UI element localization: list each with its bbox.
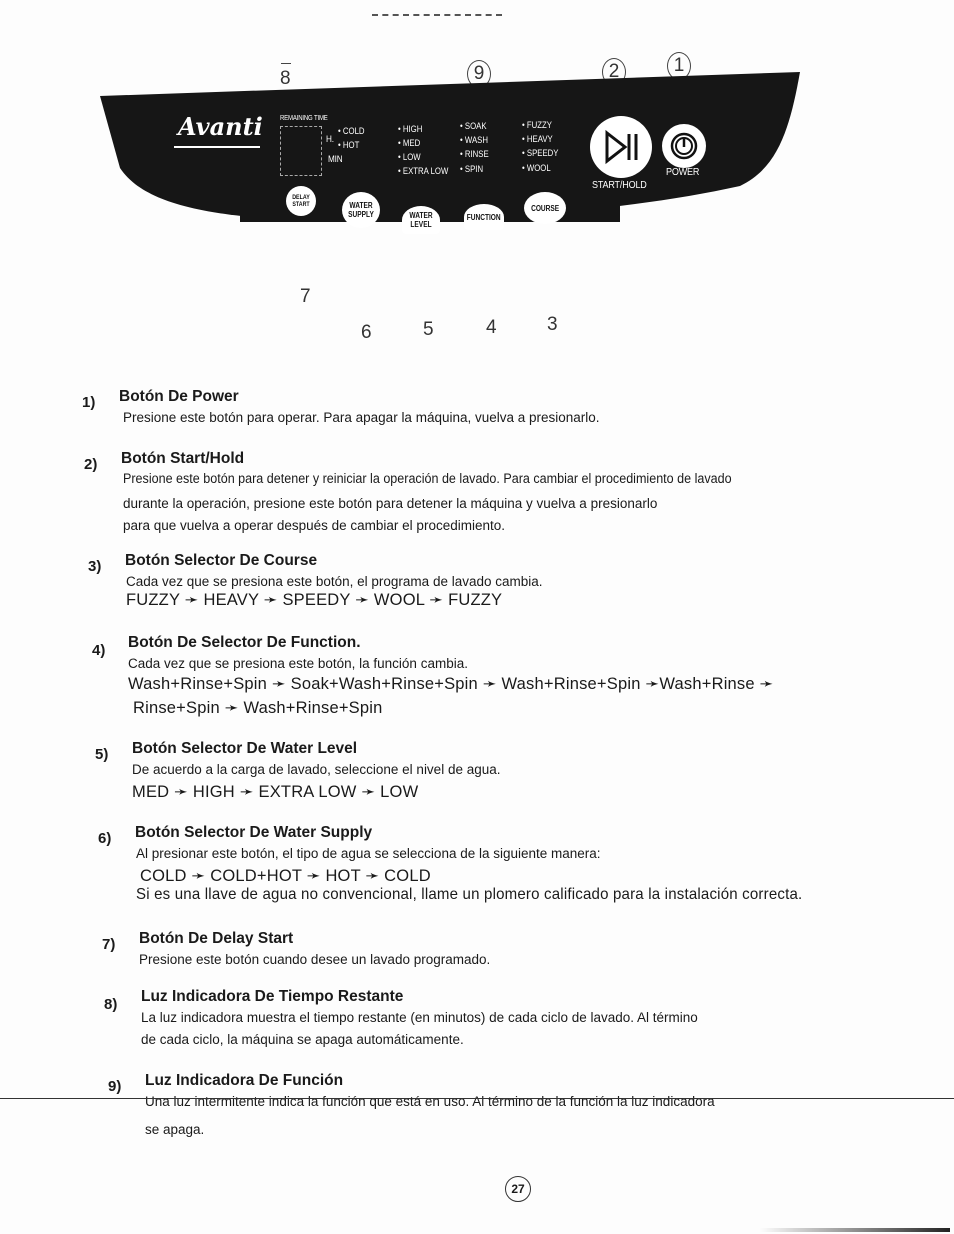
callout-3: 3 — [547, 314, 558, 335]
minutes-label: MIN — [328, 154, 343, 165]
callout-5: 5 — [423, 319, 434, 340]
power-label: POWER — [666, 166, 700, 178]
water-level-sequence: MED ➛ HIGH ➛ EXTRA LOW ➛ LOW — [132, 783, 419, 801]
brand-underline — [174, 146, 260, 148]
time-display — [280, 126, 322, 176]
course-sequence: FUZZY ➛ HEAVY ➛ SPEEDY ➛ WOOL ➛ FUZZY — [126, 591, 503, 609]
course-label: COURSE — [530, 203, 560, 213]
section-title: Botón De Selector De Function. — [128, 634, 361, 651]
section-number: 2) — [84, 456, 98, 473]
section-number: 5) — [95, 746, 109, 763]
callout-7: 7 — [300, 286, 311, 307]
callout-4: 4 — [486, 317, 497, 338]
course-button[interactable] — [524, 192, 566, 224]
water-supply-label: WATER SUPPLY — [348, 201, 374, 219]
section-title: Luz Indicadora De Tiempo Restante — [141, 988, 404, 1005]
start-hold-label: START/HOLD — [592, 179, 647, 191]
delay-start-label: DELAY START — [292, 194, 310, 208]
section-number: 4) — [92, 642, 106, 659]
indicator-speedy: • SPEEDY — [522, 148, 559, 159]
power-icon — [669, 131, 699, 161]
section-text: Cada vez que se presiona este botón, el programa de lavado cambia. — [126, 574, 543, 589]
section-title: Botón De Delay Start — [139, 930, 294, 947]
plumber-note: Si es una llave de agua no convencional, llame un plomero calificado para la instalación correcta. — [136, 886, 803, 903]
section-text: para que vuelva a operar después de cambiar el procedimiento. — [123, 518, 505, 533]
section-text: Presione este botón cuando desee un lavado programado. — [139, 952, 491, 967]
section-text: durante la operación, presione este botón para detener la máquina y vuelva a presionarlo — [123, 496, 658, 511]
indicator-fuzzy: • FUZZY — [522, 120, 552, 131]
delay-start-button[interactable] — [286, 186, 316, 216]
callout-6: 6 — [361, 322, 372, 343]
section-title: Botón De Power — [119, 388, 239, 405]
section-number: 6) — [98, 830, 112, 847]
brand-logo: Avanti — [178, 112, 263, 141]
section-number: 3) — [88, 558, 102, 575]
water-level-button[interactable] — [402, 206, 440, 234]
section-number: 8) — [104, 996, 118, 1013]
function-label: FUNCTION — [467, 212, 501, 222]
callout-8-tick — [281, 63, 291, 64]
section-title: Luz Indicadora De Función — [145, 1072, 344, 1089]
section-text: se apaga. — [145, 1122, 205, 1137]
section-text: La luz indicadora muestra el tiempo restante (en minutos) de cada ciclo de lavado. Al término — [141, 1010, 698, 1025]
section-title: Botón Selector De Water Level — [132, 740, 358, 757]
section-number: 1) — [82, 394, 96, 411]
function-button[interactable] — [464, 204, 504, 230]
page-number: 27 — [505, 1176, 531, 1202]
callout-1: 1 — [667, 52, 691, 80]
water-supply-button[interactable] — [342, 192, 380, 228]
water-level-label: WATER LEVEL — [409, 211, 433, 229]
section-text: Cada vez que se presiona este botón, la función cambia. — [128, 656, 468, 671]
indicator-spin: • SPIN — [460, 164, 483, 175]
indicator-wash: • WASH — [460, 135, 488, 146]
section-title: Botón Selector De Water Supply — [135, 824, 373, 841]
indicator-heavy: • HEAVY — [522, 134, 553, 145]
section-title: Botón Start/Hold — [121, 450, 245, 467]
section-number: 9) — [108, 1078, 122, 1095]
remaining-time-label: REMAINING TIME — [280, 115, 328, 122]
scan-mark — [760, 1228, 950, 1232]
indicator-low: • LOW — [398, 152, 421, 163]
section-text: Al presionar este botón, el tipo de agua se selecciona de la siguiente manera: — [136, 846, 601, 861]
indicator-soak: • SOAK — [460, 121, 487, 132]
indicator-wool: • WOOL — [522, 163, 551, 174]
indicator-med: • MED — [398, 138, 420, 149]
section-text: De acuerdo a la carga de lavado, seleccione el nivel de agua. — [132, 762, 501, 777]
callout-8: 8 — [280, 68, 291, 89]
function-sequence: Wash+Rinse+Spin ➛ Soak+Wash+Rinse+Spin ➛ Wash+Rinse+Spin ➛Wash+Rinse ➛ — [128, 675, 774, 693]
control-panel — [100, 68, 800, 238]
horizontal-rule — [0, 1098, 954, 1099]
function-sequence: Rinse+Spin ➛ Wash+Rinse+Spin — [133, 699, 383, 717]
scan-mark — [372, 14, 502, 19]
start-hold-button[interactable] — [590, 116, 652, 178]
hours-label: H. — [326, 134, 334, 145]
callout-9: 9 — [467, 60, 491, 88]
section-text: Una luz intermitente indica la función que está en uso. Al término de la función la luz indicadora — [145, 1094, 715, 1109]
indicator-hot: • HOT — [338, 140, 359, 151]
water-supply-sequence: COLD ➛ COLD+HOT ➛ HOT ➛ COLD — [140, 867, 431, 885]
section-text: Presione este botón para operar. Para apagar la máquina, vuelva a presionarlo. — [123, 410, 600, 425]
callout-2: 2 — [602, 58, 626, 86]
indicator-rinse: • RINSE — [460, 149, 489, 160]
section-title: Botón Selector De Course — [125, 552, 318, 569]
section-text: Presione este botón para detener y reiniciar la operación de lavado. Para cambiar el procedimiento de lavado — [123, 471, 732, 486]
indicator-cold: • COLD — [338, 126, 365, 137]
section-text: de cada ciclo, la máquina se apaga automáticamente. — [141, 1032, 464, 1047]
power-button[interactable] — [662, 124, 706, 168]
play-pause-icon — [601, 129, 641, 165]
indicator-extra-low: • EXTRA LOW — [398, 166, 448, 177]
indicator-high: • HIGH — [398, 124, 422, 135]
section-number: 7) — [102, 936, 116, 953]
